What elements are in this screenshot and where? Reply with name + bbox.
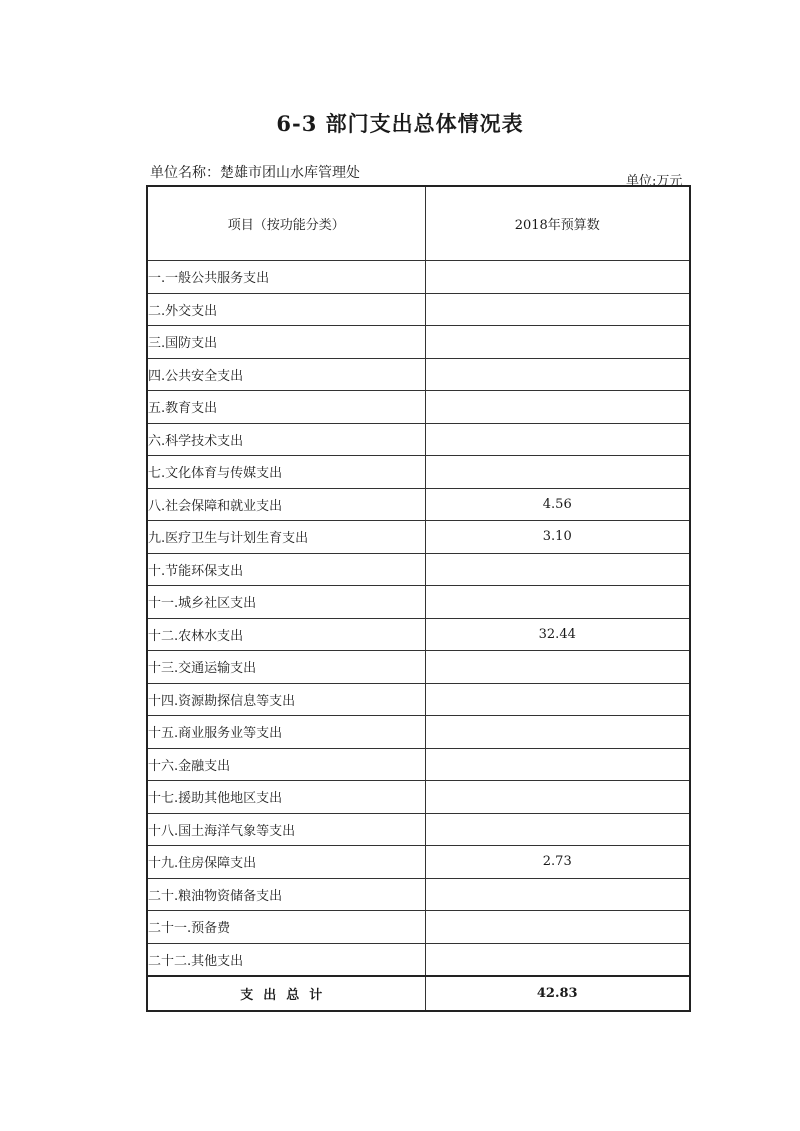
row-value	[425, 748, 690, 781]
row-label: 十二.农林水支出	[147, 618, 425, 651]
table-row	[147, 358, 690, 391]
row-value	[425, 586, 690, 619]
row-value	[425, 878, 690, 911]
row-value	[425, 326, 690, 359]
table-row	[147, 521, 690, 554]
table-row	[147, 488, 690, 521]
table-row	[147, 748, 690, 781]
row-value	[425, 781, 690, 814]
table-row	[147, 683, 690, 716]
expenditure-table	[146, 185, 691, 1012]
column-header-item: 项目（按功能分类）	[147, 186, 425, 261]
row-label: 八.社会保障和就业支出	[147, 488, 425, 521]
table-header-row	[147, 186, 690, 261]
row-value: 4.56	[425, 488, 690, 521]
table-row	[147, 293, 690, 326]
row-label: 三.国防支出	[147, 326, 425, 359]
row-label: 十四.资源勘探信息等支出	[147, 683, 425, 716]
row-label: 四.公共安全支出	[147, 358, 425, 391]
page-title: 6-3 部门支出总体情况表	[276, 111, 524, 136]
row-label: 二十.粮油物资储备支出	[147, 878, 425, 911]
table-row	[147, 846, 690, 879]
table-row	[147, 781, 690, 814]
row-value: 32.44	[425, 618, 690, 651]
row-value	[425, 813, 690, 846]
table-row	[147, 261, 690, 294]
total-value: 42.83	[425, 976, 690, 1011]
table-row	[147, 391, 690, 424]
row-value: 3.10	[425, 521, 690, 554]
table-row	[147, 943, 690, 976]
row-value	[425, 943, 690, 976]
row-label: 一.一般公共服务支出	[147, 261, 425, 294]
row-value	[425, 261, 690, 294]
row-label: 十六.金融支出	[147, 748, 425, 781]
row-value	[425, 456, 690, 489]
row-value	[425, 553, 690, 586]
table-row	[147, 716, 690, 749]
row-label: 十七.援助其他地区支出	[147, 781, 425, 814]
row-value	[425, 716, 690, 749]
table-row	[147, 911, 690, 944]
row-label: 二.外交支出	[147, 293, 425, 326]
row-label: 十九.住房保障支出	[147, 846, 425, 879]
row-value: 2.73	[425, 846, 690, 879]
table-row	[147, 586, 690, 619]
table-row	[147, 423, 690, 456]
row-label: 九.医疗卫生与计划生育支出	[147, 521, 425, 554]
row-value	[425, 423, 690, 456]
row-value	[425, 683, 690, 716]
unit-name-label: 单位名称：楚雄市团山水库管理处	[150, 165, 360, 181]
row-value	[425, 293, 690, 326]
total-row	[147, 976, 690, 1011]
row-label: 十一.城乡社区支出	[147, 586, 425, 619]
table-row	[147, 456, 690, 489]
table-row	[147, 878, 690, 911]
table-row	[147, 618, 690, 651]
row-value	[425, 391, 690, 424]
row-label: 十五.商业服务业等支出	[147, 716, 425, 749]
row-label: 七.文化体育与传媒支出	[147, 456, 425, 489]
row-value	[425, 651, 690, 684]
row-label: 六.科学技术支出	[147, 423, 425, 456]
row-label: 二十一.预备费	[147, 911, 425, 944]
row-value	[425, 911, 690, 944]
row-label: 十三.交通运输支出	[147, 651, 425, 684]
row-label: 十八.国土海洋气象等支出	[147, 813, 425, 846]
table-row	[147, 553, 690, 586]
table-row	[147, 813, 690, 846]
unit-label: 单位:万元	[626, 174, 683, 189]
row-label: 十.节能环保支出	[147, 553, 425, 586]
row-value	[425, 358, 690, 391]
table-row	[147, 651, 690, 684]
column-header-budget: 2018年预算数	[425, 186, 690, 261]
row-label: 五.教育支出	[147, 391, 425, 424]
row-label: 二十二.其他支出	[147, 943, 425, 976]
table-row	[147, 326, 690, 359]
total-label: 支出总计	[147, 976, 425, 1011]
